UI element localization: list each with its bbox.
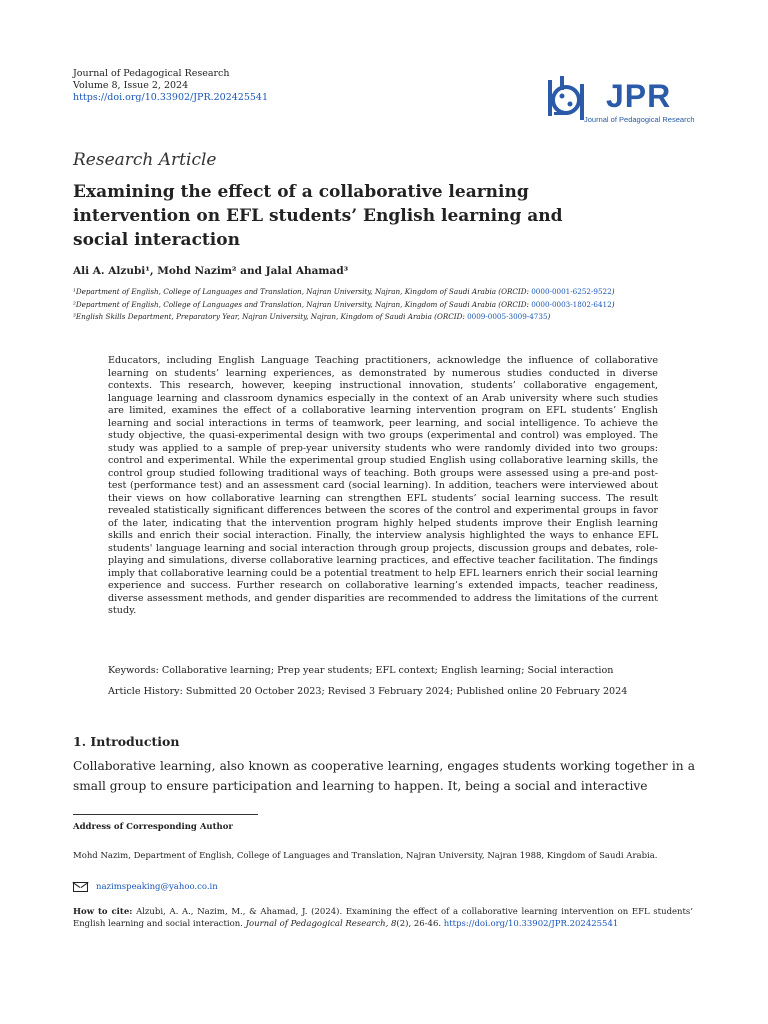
affiliation-3: ³English Skills Department, Preparatory Year, Najran University, Najran, Kingdom of Saudi Arabia (ORCID: 0009-0005-3009-4735)	[73, 312, 551, 321]
article-type: Research Article	[73, 150, 217, 170]
article-history: Article History: Submitted 20 October 2023; Revised 3 February 2024; Published online 20 February 2024	[108, 686, 628, 697]
orcid-link[interactable]: 0000-0001-6252-9522	[531, 287, 612, 296]
footnote-divider	[73, 814, 258, 815]
cite-text: Alzubi, A. A., Nazim, M., & Ahamad, J. (2024). Examining the effect of a collaborative learning intervention on EFL students’ English learning and social interaction.	[73, 907, 693, 929]
paper-title: Examining the effect of a collaborative learning intervention on EFL students’ English learning and social interaction	[73, 182, 563, 250]
orcid-link[interactable]: 0000-0003-1802-6412	[531, 299, 612, 309]
cite-journal: Journal of Pedagogical Research, 8	[245, 919, 397, 929]
keywords: Keywords: Collaborative learning; Prep year students; EFL context; English learning; Social interaction	[108, 665, 614, 676]
journal-name: Journal of Pedagogical Research	[73, 68, 230, 79]
email-row	[73, 882, 218, 892]
authors: Ali A. Alzubi¹, Mohd Nazim² and Jalal Ahamad³	[73, 265, 349, 277]
cite-label: How to cite:	[73, 907, 133, 917]
volume-issue: Volume 8, Issue 2, 2024	[73, 80, 189, 91]
section-heading-introduction: 1. Introduction	[73, 734, 180, 749]
logo-abbrev: JPR	[606, 78, 672, 114]
mail-icon	[73, 882, 88, 892]
how-to-cite	[73, 906, 693, 930]
corresponding-author-heading: Address of Corresponding Author	[73, 822, 233, 832]
corresponding-author-address: Mohd Nazim, Department of English, College of Languages and Translation, Najran University, Najran 1988, Kingdom of Saudi Arabia.	[73, 851, 658, 861]
introduction-text: Collaborative learning, also known as cooperative learning, engages students working together in a small group to ensure participation and learning to happen. It, being a social and interactive	[73, 759, 695, 793]
jpr-logo	[540, 72, 720, 128]
journal-meta	[73, 68, 268, 104]
affiliation-2: ²Department of English, College of Languages and Translation, Najran University, Najran, Kingdom of Saudi Arabia (ORCID: 0000-0003-1802-6412)	[73, 299, 615, 309]
doi-link[interactable]: https://doi.org/10.33902/JPR.202425541	[73, 92, 269, 103]
affiliations	[73, 286, 693, 324]
affiliation-1: ¹Department of English, College of Languages and Translation, Najran University, Najran, Kingdom of Saudi Arabia (ORCID: 0000-0001-6252-9522)	[73, 287, 615, 296]
cite-doi-link[interactable]: https://doi.org/10.33902/JPR.202425541	[443, 919, 619, 929]
orcid-link[interactable]: 0009-0005-3009-4735	[467, 312, 548, 321]
abstract: Educators, including English Language Teaching practitioners, acknowledge the influence of collaborative learning on students’ learning experiences, as demonstrated by numerous studies conducted in diverse contexts. This research, however, keeping instructional innovation, students’ collaborative engagement, language learning and classroom dynamics especially in the context of an Arab university where such studies are limited, examines the effect of a collaborative learning intervention program on EFL students’ English learning and social interactions in terms of teamwork, peer learning, and social intelligence. To achieve the study objective, the quasi-experimental design with two groups (experimental and control) was employed. The study was applied to a sample of prep-year university students who were randomly divided into two groups: control and experimental. While the experimental group studied English using collaborative learning skills, the control group studied following traditional ways of teaching. Both groups were assessed using a pre-and post-test (performance test) and an assessment card (social learning). In addition, teachers were interviewed about their views on how collaborative learning can strengthen EFL students’ social learning success. The result revealed statistically significant differences between the scores of the control and experimental groups in favor of the later, indicating that the intervention program highly helped students improve their English learning skills and enrich their social interaction. Finally, the interview analysis highlighted the ways to enhance EFL students' language learning and social interaction through group projects, discussion groups and debates, role-playing and simulations, diverse collaborative learning practices, and effective teacher facilitation. The findings imply that collaborative learning could be a potential treatment to help EFL learners enrich their social learning experience and success. Further research on collaborative learning’s extended impacts, teacher readiness, diverse assessment methods, and gender disparities are recommended to address the limitations of the current study.	[108, 355, 658, 616]
logo-full-name: Journal of Pedagogical Research	[584, 115, 695, 124]
cite-pages: (2), 26-46.	[396, 919, 444, 929]
email-link[interactable]: nazimspeaking@yahoo.co.in	[96, 882, 218, 892]
